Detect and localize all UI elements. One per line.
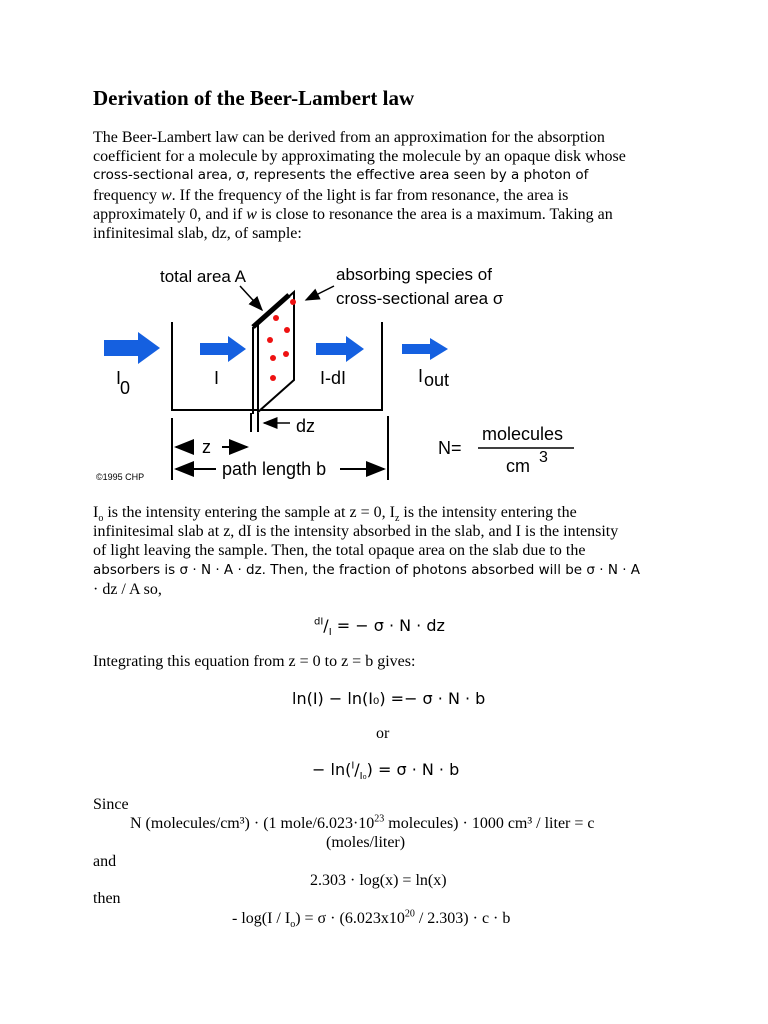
absorbing-label-2: cross-sectional area σ — [336, 289, 504, 308]
arrow-iout — [402, 338, 448, 360]
para-sub: o — [98, 513, 104, 525]
equation-4 — [130, 815, 595, 833]
eq3-num: I — [351, 760, 355, 772]
copyright: ©1995 CHP — [96, 472, 145, 482]
absorber-dot — [283, 351, 289, 357]
eq4-b: molecules) · 1000 cm³ / liter = c — [384, 815, 595, 832]
label-iout: I — [418, 366, 424, 386]
eq6-exp: 20 — [404, 908, 415, 920]
and-text: and — [93, 853, 117, 870]
arrow-i-dl — [316, 336, 364, 362]
eq1-rhs: = − σ · N · dz — [331, 616, 445, 635]
then-text: then — [93, 890, 121, 907]
eq6-sub: o — [290, 919, 296, 931]
equation-3 — [312, 760, 460, 783]
absorbing-pointer — [306, 286, 334, 300]
eq3-post: ) = σ · N · b — [366, 760, 460, 779]
since-text: Since — [93, 796, 129, 813]
eq1-slash: / — [323, 616, 329, 635]
eq1-num: dI — [314, 616, 324, 628]
equation-1 — [314, 616, 445, 639]
absorber-dot — [267, 337, 273, 343]
para-text: I — [93, 504, 99, 521]
n-denominator: cm — [506, 456, 530, 476]
absorber-dot — [290, 299, 296, 305]
label-i0: I — [116, 368, 122, 388]
arrow-i — [200, 336, 246, 362]
eq3-den: I₀ — [359, 771, 367, 783]
dz-label: dz — [296, 416, 316, 436]
absorber-dot — [284, 327, 290, 333]
total-area-pointer — [240, 286, 262, 310]
intro-w: w — [246, 205, 257, 223]
para-line: absorbers is σ · N · A · dz. Then, the fraction of photons absorbed will be σ · N · A — [93, 561, 641, 578]
eq4-a: N (molecules/cm³) · (1 mole/6.023·10 — [130, 815, 375, 832]
eq3-slash: / — [354, 760, 360, 779]
absorbing-label-1: absorbing species of — [336, 265, 492, 284]
path-length-label: path length b — [222, 459, 327, 479]
label-i-dl: I-dI — [320, 368, 347, 388]
para-line: infinitesimal slab at z, dI is the intensity absorbed in the slab, and I is the intensity — [93, 523, 619, 541]
label-iout-sub: out — [424, 370, 450, 390]
total-area-label: total area A — [160, 267, 247, 286]
page-title: Derivation of the Beer-Lambert law — [93, 86, 415, 110]
intro-text: is close to resonance the area is a maximum. Taking an — [256, 205, 613, 223]
equation-6 — [232, 908, 511, 931]
intro-line: The Beer-Lambert law can be derived from an approximation for the absorption — [93, 129, 605, 146]
label-i: I — [214, 368, 220, 388]
equation-5: 2.303 · log(x) = ln(x) — [310, 872, 447, 889]
intro-paragraph — [93, 128, 683, 243]
intro-line: coefficient for a molecule by approximating the molecule by an opaque disk whose — [93, 148, 626, 166]
intro-line — [93, 186, 683, 205]
n-numerator: molecules — [482, 424, 564, 444]
equation-2: ln(I) − ln(I₀) =− σ · N · b — [292, 689, 486, 708]
intro-text: . If the frequency of the light is far from resonance, the area is — [171, 186, 569, 204]
n-denominator-exp: 3 — [539, 449, 548, 466]
para-text: is the intensity entering the sample at z = 0, I — [103, 504, 395, 521]
intro-line: cross-sectional area, σ, represents the effective area seen by a photon of — [93, 167, 589, 184]
beer-lambert-diagram — [90, 258, 590, 488]
or-text: or — [376, 725, 390, 742]
eq3-pre: − ln( — [312, 760, 352, 779]
n-equals: N= — [438, 438, 462, 458]
intro-line — [93, 205, 683, 224]
intro-text: frequency — [93, 186, 161, 204]
absorber-dot — [270, 375, 276, 381]
moles-liter-text: (moles/liter) — [326, 834, 406, 851]
slab-front — [258, 292, 294, 412]
eq6-b: ) = σ · (6.023x10 — [295, 910, 405, 927]
intro-w: w — [160, 186, 172, 204]
label-i0-sub: 0 — [120, 378, 131, 398]
z-label: z — [202, 437, 211, 457]
para-text: is the intensity entering the — [399, 504, 577, 521]
intro-line: infinitesimal slab, dz, of sample: — [93, 225, 302, 243]
para-intensity — [93, 503, 683, 599]
para-line — [93, 503, 683, 525]
eq4-exp: 23 — [374, 813, 385, 825]
para-line: · dz / A so, — [93, 580, 162, 598]
integrating-text: Integrating this equation from z = 0 to z = b gives: — [93, 653, 416, 670]
para-line: of light leaving the sample. Then, the total opaque area on the slab due to the — [93, 542, 586, 560]
para-sub: z — [394, 513, 400, 525]
eq1-den: I — [328, 627, 332, 639]
eq6-c: / 2.303) · c · b — [414, 910, 511, 927]
absorber-dot — [273, 315, 279, 321]
intro-text: approximately 0, and if — [93, 205, 247, 223]
eq6-a: - log(I / I — [232, 910, 291, 927]
absorber-dot — [270, 355, 276, 361]
arrow-i0 — [104, 332, 160, 364]
